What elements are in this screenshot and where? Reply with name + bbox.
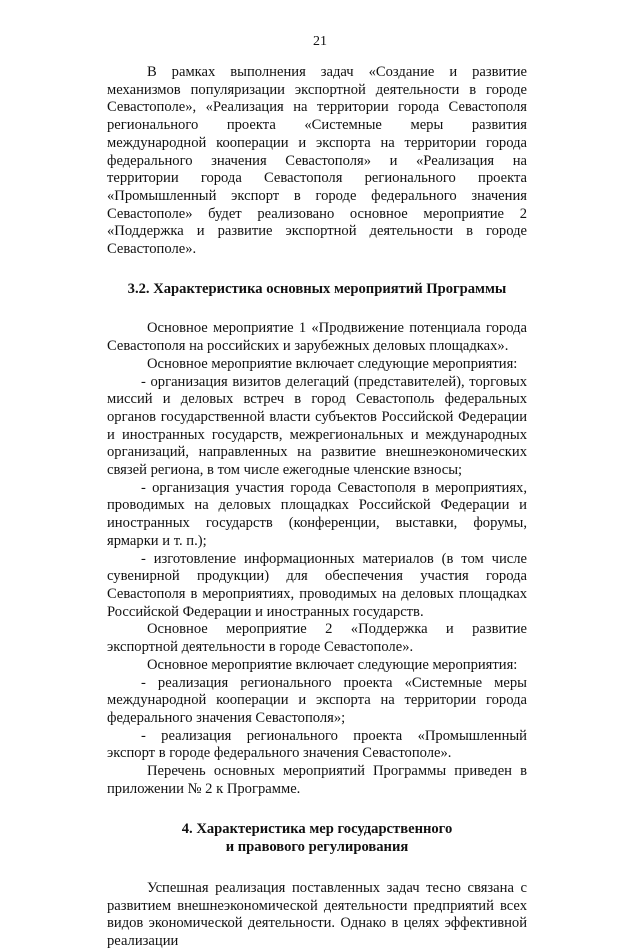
section-4-heading-line1: 4. Характеристика мер государственного [181, 821, 453, 838]
section-3-2-list-item: - организация визитов делегаций (представителей), торговых миссий и деловых встреч в город Севастополь федеральных органов государственной власти субъектов Российской Федерации и иностранных государств, межрегиональных и международных организаций, направленных на развитие внешнеэкономических связей региона, в том числе ежегодные членские взносы; [107, 373, 527, 479]
page-number: 21 [313, 34, 327, 49]
section-4-heading-line2: и правового регулирования [225, 839, 409, 856]
page-content [107, 64, 527, 951]
section-3-2-list-item: - изготовление информационных материалов (в том числе сувенирной продукции) для обеспечения участия города Севастополя в мероприятиях, проводимых на деловых площадках Российской Федерации и иностранных государств. [107, 550, 527, 620]
section-3-2-list-item: - организация участия города Севастополя в мероприятиях, проводимых на деловых площадках Российской Федерации и иностранных государств (конференции, выставки, форумы, ярмарки и т. п.); [107, 479, 527, 549]
section-3-2-list-item: - реализация регионального проекта «Системные меры международной кооперации и экспорта на территории города федерального значения Севастополя»; [107, 674, 527, 726]
section-3-2-list-item: - реализация регионального проекта «Промышленный экспорт в городе федерального значения Севастополе». [107, 727, 527, 762]
section-3-2-paragraph: Основное мероприятие 1 «Продвижение потенциала города Севастополя на российских и зарубежных деловых площадках». [107, 320, 527, 355]
section-3-2-paragraph: Основное мероприятие 2 «Поддержка и развитие экспортной деятельности в городе Севастополе». [107, 621, 527, 656]
section-3-2-paragraph: Перечень основных мероприятий Программы приведен в приложении № 2 к Программе. [107, 763, 527, 797]
section-3-2-paragraph: Основное мероприятие включает следующие мероприятия: [147, 656, 518, 673]
section-3-2-heading: 3.2. Характеристика основных мероприятий Программы [127, 280, 507, 297]
section-4-paragraph: Успешная реализация поставленных задач тесно связана с развитием внешнеэкономической деятельности предприятий всех видов экономической деятельности. Однако в целях эффективной реализации [107, 879, 527, 949]
intro-paragraph: В рамках выполнения задач «Создание и развитие механизмов популяризации экспортной деятельности в городе Севастополе», «Реализация на территории города Севастополя регионального проекта «Системные меры развития международной кооперации и экспорта на территории города федерального значения Севастополя» и «Реализация на территории города Севастополя регионального проекта «Промышленный экспорт в городе федерального значения Севастополе» будет реализовано основное мероприятие 2 «Поддержка и развитие экспортной деятельности в городе Севастополе». [107, 64, 527, 258]
section-3-2-paragraph: Основное мероприятие включает следующие мероприятия: [147, 355, 518, 372]
